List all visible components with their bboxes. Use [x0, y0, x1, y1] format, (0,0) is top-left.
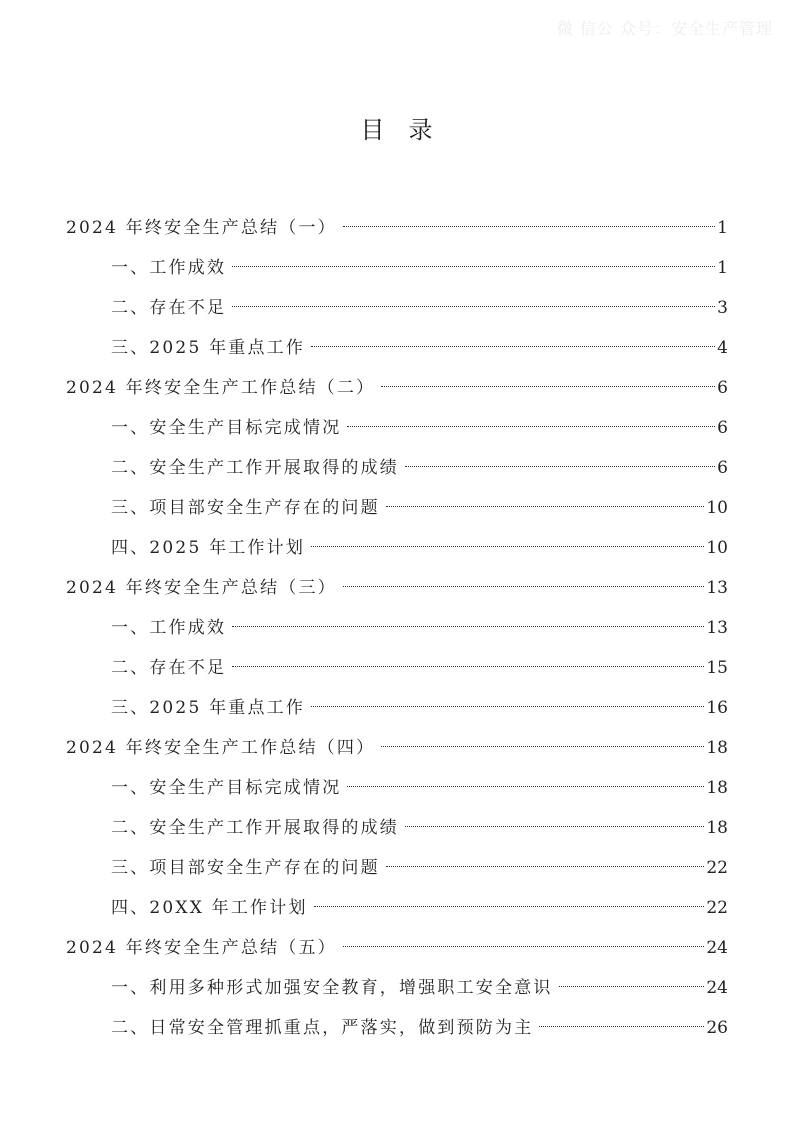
toc-dot-leader	[559, 986, 705, 987]
table-of-contents	[66, 212, 728, 1052]
toc-page-number: 6	[717, 418, 728, 438]
toc-page-number: 22	[706, 858, 728, 878]
toc-page-number: 10	[706, 538, 728, 558]
toc-subsection-entry[interactable]	[111, 252, 728, 292]
toc-subsection-entry[interactable]	[111, 292, 728, 332]
toc-entry-title: 三、2025 年重点工作	[111, 338, 306, 358]
toc-subsection-entry[interactable]	[111, 332, 728, 372]
toc-dot-leader	[539, 1026, 704, 1027]
toc-dot-leader	[343, 586, 704, 587]
toc-page-number: 24	[706, 978, 728, 998]
toc-entry-title: 一、安全生产目标完成情况	[111, 418, 342, 438]
toc-subsection-entry[interactable]	[111, 532, 728, 572]
toc-dot-leader	[232, 626, 704, 627]
toc-section-entry[interactable]	[66, 732, 728, 772]
toc-subsection-entry[interactable]	[111, 772, 728, 812]
toc-subsection-entry[interactable]	[111, 852, 728, 892]
toc-section-entry[interactable]	[66, 212, 728, 252]
toc-section-entry[interactable]	[66, 932, 728, 972]
toc-dot-leader	[343, 226, 715, 227]
toc-subsection-entry[interactable]	[111, 652, 728, 692]
toc-section-entry[interactable]	[66, 372, 728, 412]
toc-page-number: 15	[706, 658, 728, 678]
toc-page-number: 4	[717, 338, 728, 358]
toc-dot-leader	[311, 706, 704, 707]
toc-subsection-entry[interactable]	[111, 612, 728, 652]
toc-entry-title: 一、工作成效	[111, 618, 227, 638]
toc-dot-leader	[381, 386, 715, 387]
toc-entry-title: 二、存在不足	[111, 658, 227, 678]
toc-dot-leader	[347, 786, 704, 787]
toc-entry-title: 2024 年终安全生产总结（三）	[66, 578, 337, 598]
toc-page-number: 22	[706, 898, 728, 918]
toc-subsection-entry[interactable]	[111, 972, 728, 1012]
toc-entry-title: 三、2025 年重点工作	[111, 698, 306, 718]
toc-entry-title: 一、利用多种形式加强安全教育，增强职工安全意识	[111, 978, 553, 998]
toc-subsection-entry[interactable]	[111, 892, 728, 932]
toc-page-number: 18	[706, 778, 728, 798]
toc-page-number: 13	[706, 578, 728, 598]
toc-subsection-entry[interactable]	[111, 412, 728, 452]
toc-dot-leader	[232, 666, 704, 667]
toc-entry-title: 2024 年终安全生产总结（一）	[66, 218, 337, 238]
toc-dot-leader	[405, 826, 704, 827]
page-title: 目 录	[360, 116, 433, 144]
toc-entry-title: 一、安全生产目标完成情况	[111, 778, 342, 798]
toc-entry-title: 二、安全生产工作开展取得的成绩	[111, 818, 399, 838]
toc-subsection-entry[interactable]	[111, 812, 728, 852]
toc-dot-leader	[381, 746, 704, 747]
toc-entry-title: 四、2025 年工作计划	[111, 538, 306, 558]
toc-page-number: 1	[717, 258, 728, 278]
toc-dot-leader	[405, 466, 715, 467]
toc-dot-leader	[386, 866, 705, 867]
toc-page-number: 18	[706, 738, 728, 758]
watermark-text: 微 信公 众号：安全生产管理	[556, 19, 773, 38]
toc-entry-title: 二、存在不足	[111, 298, 227, 318]
toc-page-number: 18	[706, 818, 728, 838]
toc-dot-leader	[311, 346, 715, 347]
toc-subsection-entry[interactable]	[111, 452, 728, 492]
toc-entry-title: 三、项目部安全生产存在的问题	[111, 498, 380, 518]
toc-page-number: 16	[706, 698, 728, 718]
toc-dot-leader	[232, 266, 715, 267]
toc-entry-title: 三、项目部安全生产存在的问题	[111, 858, 380, 878]
toc-dot-leader	[347, 426, 715, 427]
toc-page-number: 10	[706, 498, 728, 518]
toc-page-number: 6	[717, 458, 728, 478]
toc-dot-leader	[343, 946, 704, 947]
toc-subsection-entry[interactable]	[111, 492, 728, 532]
toc-entry-title: 二、日常安全管理抓重点，严落实，做到预防为主	[111, 1018, 534, 1038]
toc-dot-leader	[311, 546, 704, 547]
toc-entry-title: 四、20XX 年工作计划	[111, 898, 308, 918]
toc-dot-leader	[314, 906, 705, 907]
toc-subsection-entry[interactable]	[111, 692, 728, 732]
toc-page-number: 24	[706, 938, 728, 958]
toc-entry-title: 二、安全生产工作开展取得的成绩	[111, 458, 399, 478]
toc-entry-title: 2024 年终安全生产工作总结（四）	[66, 738, 376, 758]
toc-entry-title: 2024 年终安全生产工作总结（二）	[66, 378, 376, 398]
toc-dot-leader	[386, 506, 705, 507]
toc-page-number: 13	[706, 618, 728, 638]
toc-page-number: 26	[706, 1018, 728, 1038]
toc-dot-leader	[232, 306, 715, 307]
toc-page-number: 6	[717, 378, 728, 398]
toc-entry-title: 一、工作成效	[111, 258, 227, 278]
toc-section-entry[interactable]	[66, 572, 728, 612]
toc-entry-title: 2024 年终安全生产总结（五）	[66, 938, 337, 958]
toc-page-number: 3	[717, 298, 728, 318]
toc-subsection-entry[interactable]	[111, 1012, 728, 1052]
toc-page-number: 1	[717, 218, 728, 238]
